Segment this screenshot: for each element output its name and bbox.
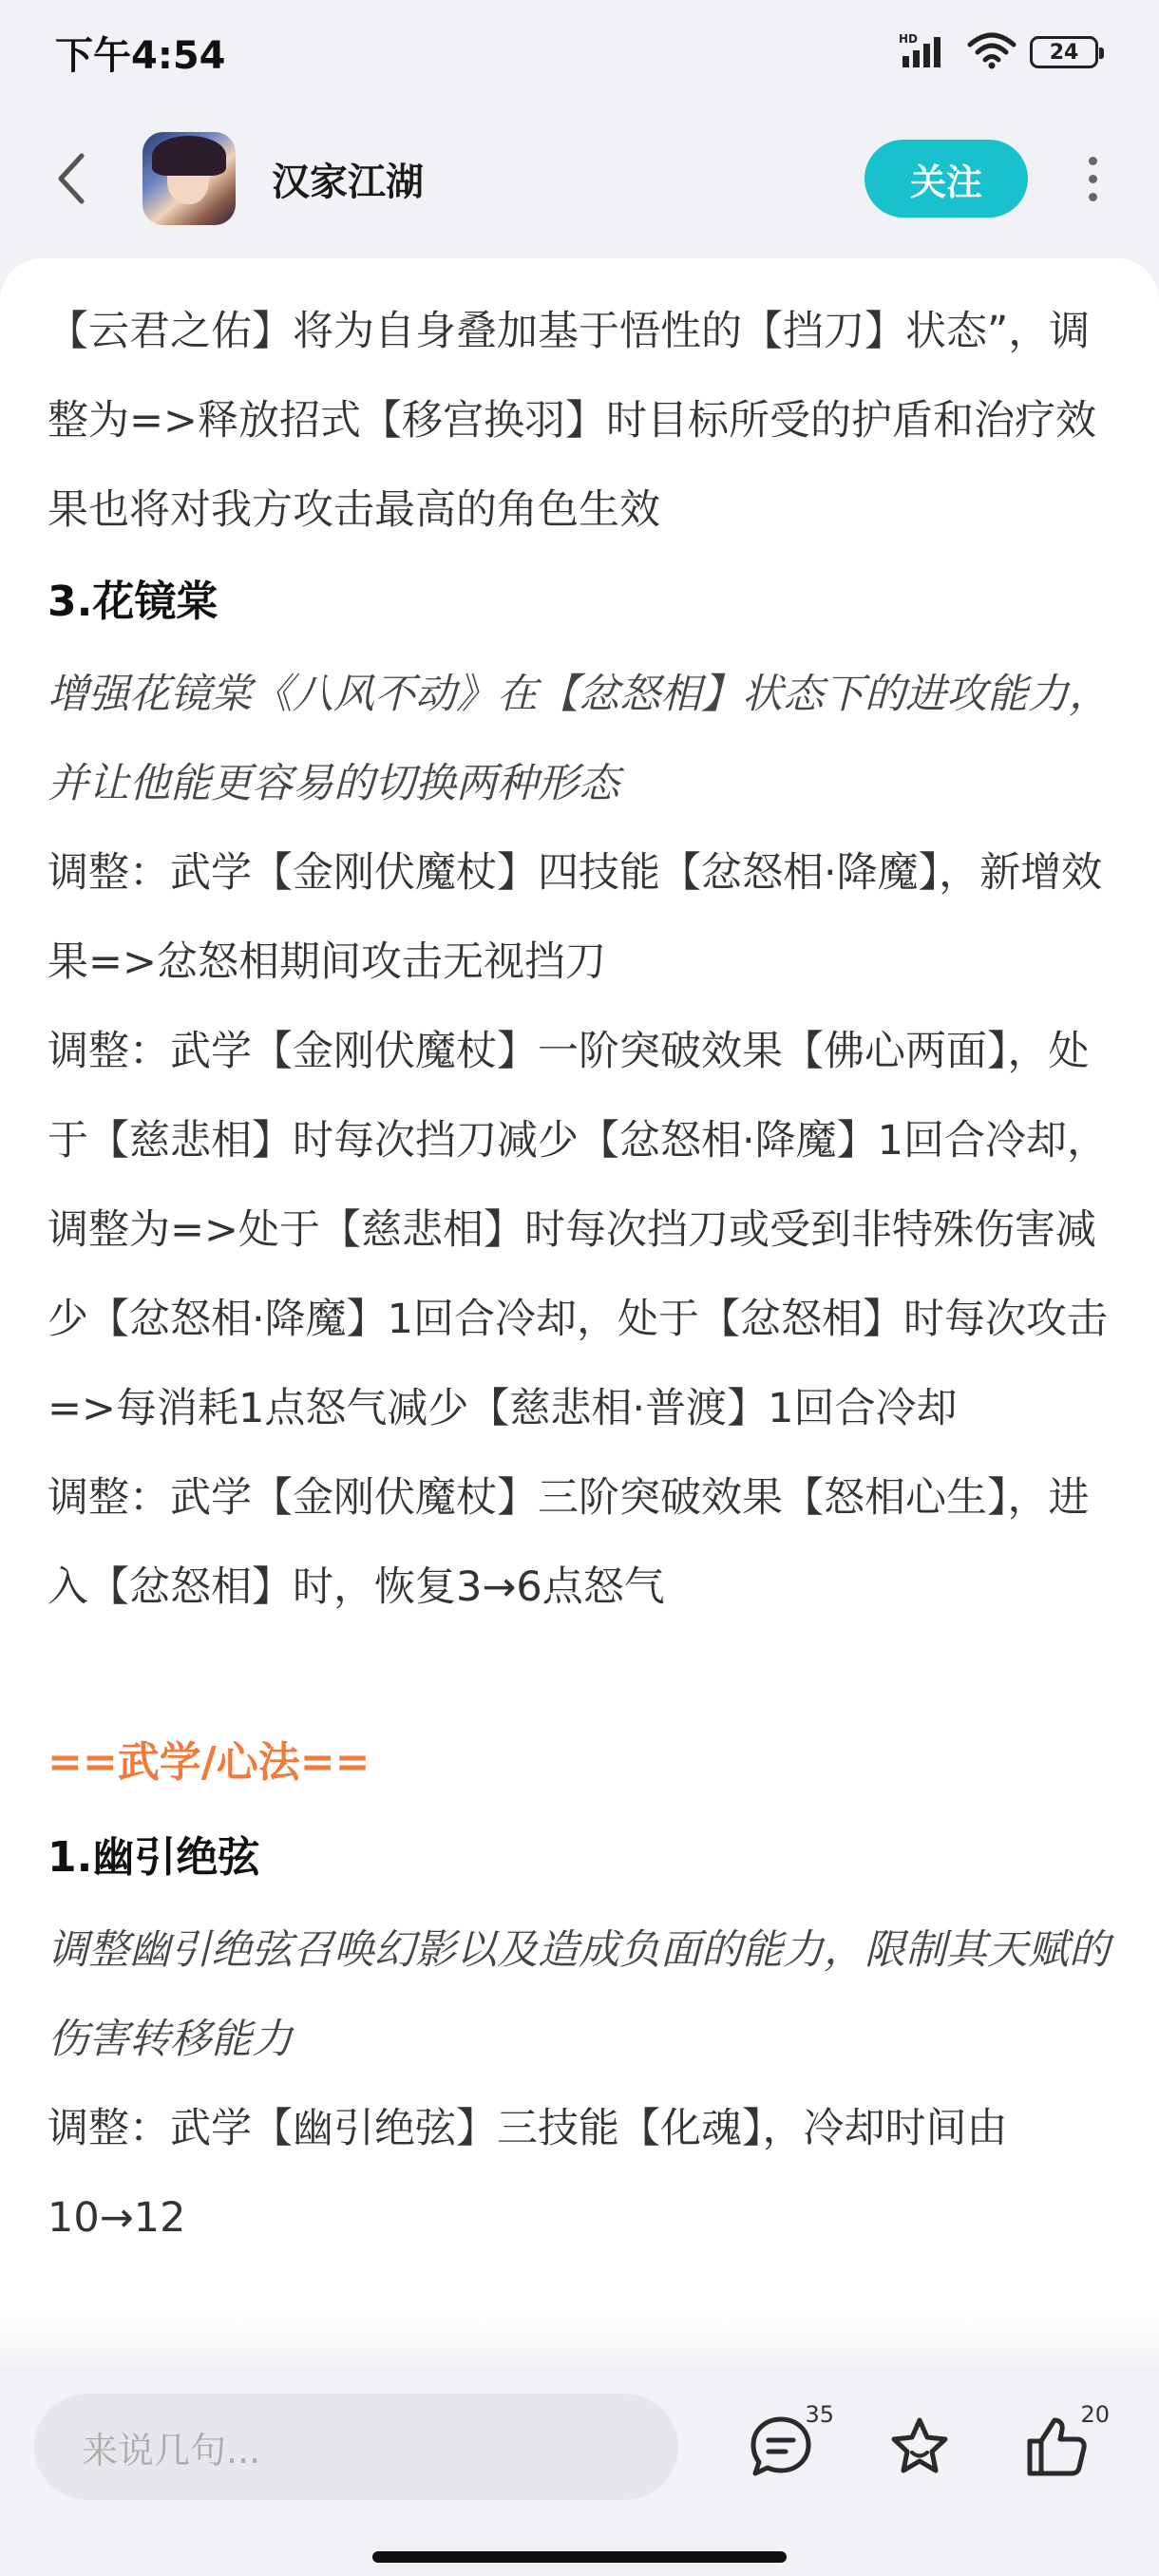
star-icon — [886, 2414, 953, 2480]
status-time: 下午4:54 — [55, 33, 226, 78]
follow-button[interactable]: 关注 — [864, 140, 1028, 218]
like-count: 20 — [1080, 2401, 1110, 2428]
article-content — [0, 258, 1159, 2367]
status-icons — [899, 31, 1098, 73]
adjustment-item: 调整：武学【金刚伏魔杖】四技能【忿怒相·降魔】，新增效果=>忿怒相期间攻击无视挡刀 — [48, 849, 1103, 986]
wifi-icon — [967, 31, 1016, 73]
skill-heading: 1.幽引绝弦 — [48, 1833, 260, 1882]
signal-icon — [899, 31, 954, 73]
comment-button[interactable] — [733, 2392, 834, 2502]
section-title: ==武学/心法== — [48, 1738, 370, 1787]
scroll-fade — [0, 2310, 1159, 2367]
article-paragraph: 【云君之佑】将为自身叠加基于悟性的【挡刀】状态”，调整为=>释放招式【移宫换羽】时目标所受的护盾和治疗效果也将对我方攻击最高的角色生效 — [48, 308, 1097, 534]
battery-icon: 24 — [1030, 36, 1098, 68]
app-avatar[interactable] — [142, 132, 236, 225]
bottom-action-bar — [0, 2367, 1159, 2576]
status-bar — [0, 0, 1159, 104]
adjustment-item: 调整：武学【金刚伏魔杖】一阶突破效果【佛心两面】，处于【慈悲相】时每次挡刀减少【忿怒相·降魔】1回合冷却，调整为=>处于【慈悲相】时每次挡刀或受到非特殊伤害减少【忿怒相·降魔】1回合冷却，处于【忿怒相】时每次攻击=>每消耗1点怒气减少【慈悲相·普渡】1回合冷却 — [48, 1028, 1109, 1432]
comment-input[interactable]: 来说几句... — [34, 2394, 678, 2500]
hero-heading: 3.花镜棠 — [48, 578, 218, 626]
back-arrow-icon — [55, 152, 87, 205]
like-button[interactable] — [1009, 2392, 1110, 2502]
skill-intro: 调整幽引绝弦召唤幻影以及造成负面的能力，限制其天赋的伤害转移能力 — [48, 1926, 1110, 2063]
more-vertical-icon[interactable] — [1064, 141, 1121, 217]
home-indicator — [372, 2551, 787, 2563]
hero-intro: 增强花镜棠《八风不动》在【忿怒相】状态下的进攻能力，并让他能更容易的切换两种形态 — [48, 671, 1110, 807]
comment-count: 35 — [805, 2401, 834, 2428]
adjustment-item: 调整：武学【幽引绝弦】三技能【化魂】，冷却时间由10→12 — [48, 2105, 1008, 2242]
app-name[interactable]: 汉家江湖 — [272, 160, 424, 204]
adjustment-item: 调整：武学【金刚伏魔杖】三阶突破效果【怒相心生】，进入【忿怒相】时，恢复3→6点怒气 — [48, 1474, 1090, 1611]
back-button[interactable] — [38, 131, 104, 226]
app-header — [0, 112, 1159, 245]
favorite-button[interactable] — [872, 2392, 967, 2502]
network-label: HD — [899, 32, 919, 46]
